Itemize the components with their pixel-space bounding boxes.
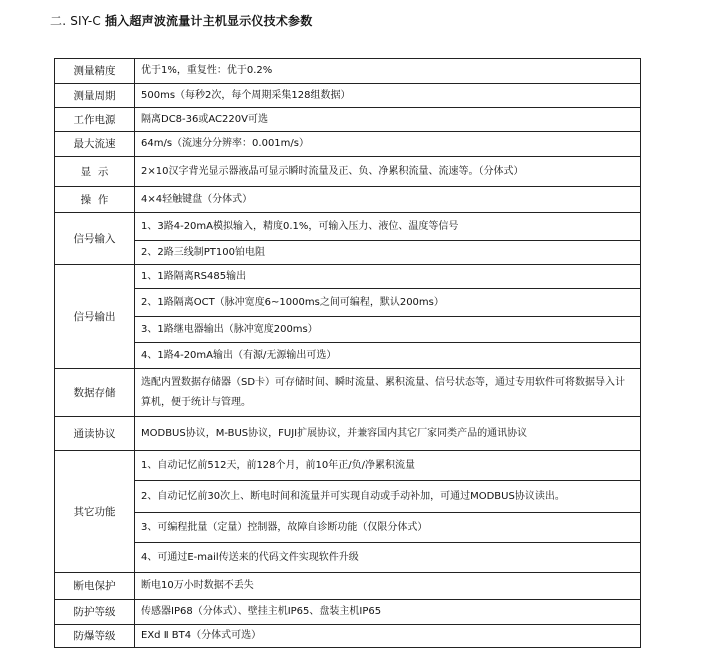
table-row [55,213,641,241]
row-label: 防爆等级 [55,625,135,648]
row-value: 64m/s（流速分分辨率：0.001m/s） [135,132,641,157]
row-label: 信号输出 [55,265,135,369]
section-title: 插入超声波流量计主机显示仪技术参数 [105,14,313,28]
row-value: 3、可编程批量（定量）控制器，故障自诊断功能（仅限分体式） [135,513,641,543]
row-label: 信号输入 [55,213,135,265]
table-row [55,481,641,513]
section-heading [50,12,312,30]
table-row [55,84,641,108]
row-label: 其它功能 [55,451,135,573]
table-row [55,417,641,451]
row-value: 2、2路三线制PT100铂电阻 [135,241,641,265]
row-value: 1、自动记忆前512天，前128个月，前10年正/负/净累积流量 [135,451,641,481]
row-label: 测量周期 [55,84,135,108]
row-value: 传感器IP68（分体式）、壁挂主机IP65、盘装主机IP65 [135,600,641,625]
section-number: 二. SIY-C [50,14,102,28]
table-row [55,265,641,289]
row-label: 显 示 [55,157,135,187]
row-value: 1、1路隔离RS485输出 [135,265,641,289]
table-row [55,600,641,625]
table-row [55,289,641,317]
table-row [55,241,641,265]
row-value: 4、1路4-20mA输出（有源/无源输出可选） [135,343,641,369]
table-row [55,625,641,648]
row-value: 4×4轻触键盘（分体式） [135,187,641,213]
table-row [55,513,641,543]
row-label: 测量精度 [55,59,135,84]
row-value: EXd Ⅱ BT4（分体式可选） [135,625,641,648]
row-label: 工作电源 [55,108,135,132]
row-value: 4、可通过E-mail传送来的代码文件实现软件升级 [135,543,641,573]
row-label: 数据存储 [55,369,135,417]
table-row [55,132,641,157]
row-value: 3、1路继电器输出（脉冲宽度200ms） [135,317,641,343]
table-row [55,573,641,600]
table-row [55,59,641,84]
row-value: 2、自动记忆前30次上、断电时间和流量并可实现自动或手动补加，可通过MODBUS协议读出。 [135,481,641,513]
row-label: 通读协议 [55,417,135,451]
row-label: 最大流速 [55,132,135,157]
table-row [55,157,641,187]
table-row [55,543,641,573]
row-value: MODBUS协议，M-BUS协议，FUJI扩展协议，并兼容国内其它厂家同类产品的通讯协议 [135,417,641,451]
row-label: 防护等级 [55,600,135,625]
table-row [55,317,641,343]
spec-table [54,58,641,648]
row-value: 2×10汉字背光显示器液晶可显示瞬时流量及正、负、净累积流量、流速等。（分体式） [135,157,641,187]
row-value: 500ms（每秒2次，每个周期采集128组数据） [135,84,641,108]
row-value: 2、1路隔离OCT（脉冲宽度6~1000ms之间可编程，默认200ms） [135,289,641,317]
table-row [55,187,641,213]
row-value: 隔离DC8-36或AC220V可选 [135,108,641,132]
row-value: 优于1%，重复性：优于0.2% [135,59,641,84]
row-label: 操 作 [55,187,135,213]
table-row [55,108,641,132]
table-row [55,451,641,481]
table-row [55,343,641,369]
row-value: 选配内置数据存储器（SD卡）可存储时间、瞬时流量、累积流量、信号状态等，通过专用软件可将数据导入计算机，便于统计与管理。 [135,369,641,417]
row-value: 断电10万小时数据不丢失 [135,573,641,600]
row-value: 1、3路4-20mA模拟输入，精度0.1%，可输入压力、液位、温度等信号 [135,213,641,241]
row-label: 断电保护 [55,573,135,600]
table-row [55,369,641,417]
